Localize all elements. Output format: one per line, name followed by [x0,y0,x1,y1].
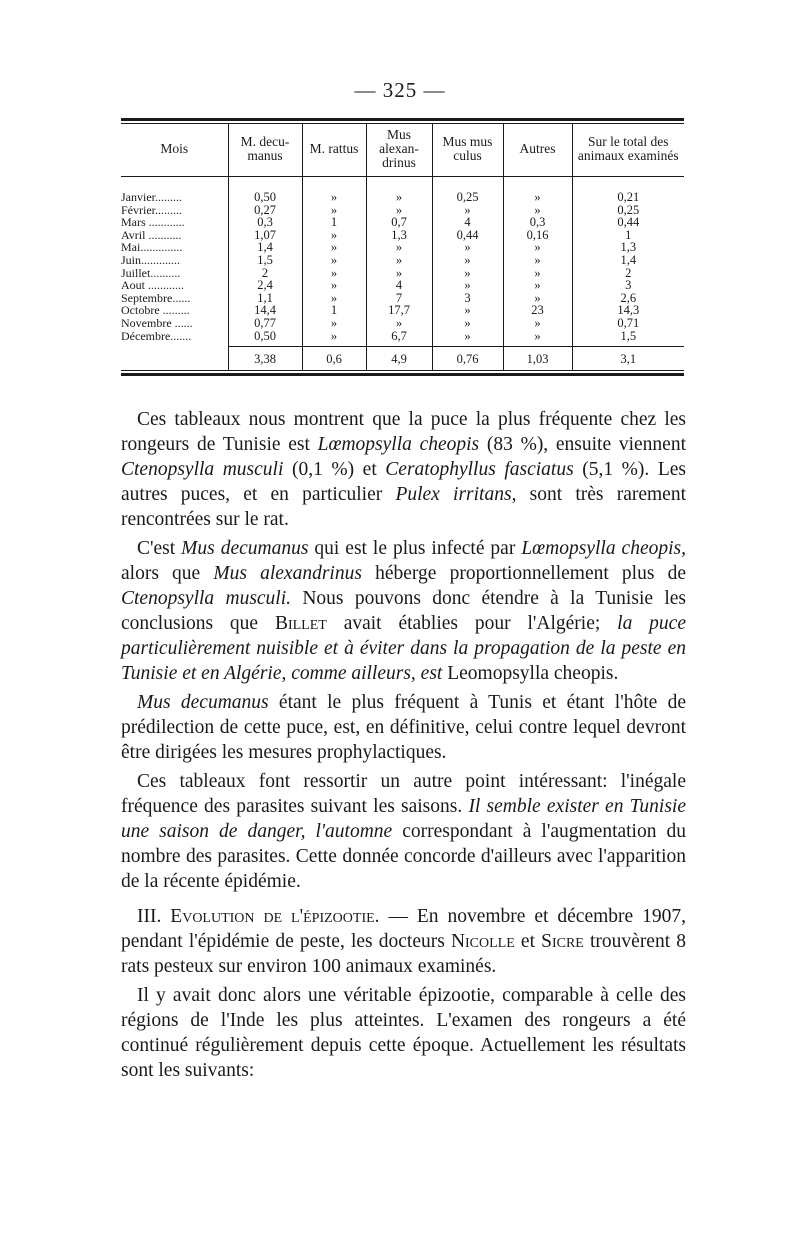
value-cell: 1,5 [228,254,302,267]
value-cell: 2,4 [228,279,302,292]
value-cell: » [432,279,503,292]
value-cell: 4 [366,279,432,292]
value-cell: » [503,191,572,204]
column-header: M. rattus [302,124,366,177]
value-cell: 0,50 [228,191,302,204]
value-cell: 1,3 [572,241,684,254]
value-cell: » [432,241,503,254]
table-total-row [121,347,684,371]
table-bottom-rule-thick [121,373,684,376]
value-cell: » [302,204,366,217]
value-cell: 0,16 [503,229,572,242]
table-row [121,267,684,280]
month-cell: Juillet.......... [121,265,181,280]
value-cell: 0,3 [228,216,302,229]
month-cell: Mars ............ [121,215,185,230]
value-cell: » [503,204,572,217]
table-row [121,330,684,347]
paragraph-flea-species: Ces tableaux nous montrent que la puce la plus fréquente chez les rongeurs de Tunisie est Lœmopsylla cheopis (83 %), ensuite viennent Ctenopsylla musculi (0,1 %) et Ceratophyllus fasciatus (5,1 %). Les autres puces, et en particulier Pulex irritans, sont très rarement rencontrées sur le rat. [121,409,687,530]
total-cell: 0,6 [302,347,366,371]
value-cell: 0,3 [503,216,572,229]
value-cell: » [302,254,366,267]
value-cell: » [366,267,432,280]
value-cell: 0,44 [432,229,503,242]
value-cell: » [366,191,432,204]
value-cell: » [302,317,366,330]
flea-frequency-table [121,118,684,376]
value-cell: 1,1 [228,292,302,305]
value-cell: » [366,317,432,330]
table-bottom-rule-thin [121,370,684,371]
table-body [121,177,684,371]
value-cell: » [302,267,366,280]
value-cell: » [503,292,572,305]
value-cell: 2,6 [572,292,684,305]
value-cell: » [366,254,432,267]
table-top-rule-thick [121,118,684,121]
table-row [121,254,684,267]
month-cell: Janvier......... [121,190,182,204]
value-cell: 17,7 [366,304,432,317]
value-cell: 0,44 [572,216,684,229]
value-cell: » [503,241,572,254]
value-cell: 2 [228,267,302,280]
value-cell: 1 [302,216,366,229]
value-cell: 1,5 [572,330,684,347]
value-cell: 7 [366,292,432,305]
page-number: — 325 — [354,78,446,102]
value-cell: 2 [572,267,684,280]
column-header: Autres [503,124,572,177]
table-spacer-row [121,177,684,192]
value-cell: 0,77 [228,317,302,330]
month-cell: Décembre....... [121,328,192,343]
value-cell: » [302,279,366,292]
table-row [121,241,684,254]
value-cell: 1,07 [228,229,302,242]
value-cell: » [366,241,432,254]
value-cell: 4 [432,216,503,229]
column-header: M. decu- manus [228,124,302,177]
paragraph-host-rodents: C'est Mus decumanus qui est le plus infecté par Lœmopsylla cheopis, alors que Mus alexandrinus héberge proportionnellement plus de Ctenopsylla musculi. Nous pouvons donc étendre à la Tunisie les conclusions que Billet avait établies pour l'Algérie; la puce particulièrement nuisible et à éviter dans la propagation de la peste en Tunisie et en Algérie, comme ailleurs, est Leomopsylla cheopis. [121,538,686,684]
value-cell: » [503,317,572,330]
value-cell: » [366,204,432,217]
table-row [121,317,684,330]
total-cell: 4,9 [366,347,432,371]
column-header: Mus alexan- drinus [366,124,432,177]
paragraph-results: Il y avait donc alors une véritable épizootie, comparable à celle des régions de l'Inde les plus atteintes. L'examen des rongeurs a été continué régulièrement depuis cette époque. Actuellement les résultats sont les suivants: [121,985,686,1081]
month-cell: Novembre ...... [121,315,193,330]
value-cell: 3 [432,292,503,305]
value-cell: 1,4 [228,241,302,254]
value-cell: 0,71 [572,317,684,330]
total-cell: 0,76 [432,347,503,371]
table-row [121,304,684,317]
value-cell: 23 [503,304,572,317]
value-cell: 14,3 [572,304,684,317]
total-cell: 3,1 [572,347,684,371]
month-cell: Septembre...... [121,290,191,305]
value-cell: » [302,241,366,254]
month-cell: Février......... [121,202,182,217]
total-cell: 1,03 [503,347,572,371]
value-cell: » [302,229,366,242]
column-header: Mus mus culus [432,124,503,177]
month-cell: Mai.............. [121,240,183,255]
value-cell: 3 [572,279,684,292]
value-cell: 14,4 [228,304,302,317]
value-cell: » [432,317,503,330]
body-text [121,407,686,1087]
value-cell: » [432,267,503,280]
value-cell: 6,7 [366,330,432,347]
value-cell: 0,25 [572,204,684,217]
paragraph-seasons: Ces tableaux font ressortir un autre point intéressant: l'inégale fréquence des parasites suivant les saisons. Il semble exister en Tunisie une saison de danger, l'automne correspondant à l'augmentation du nombre des parasites. Cette donnée concorde d'ailleurs avec l'apparition de la récente épidémie. [121,771,687,892]
value-cell: » [432,254,503,267]
month-cell: Avril ........... [121,227,182,242]
table-header-row [121,124,684,177]
value-cell: » [432,204,503,217]
value-cell: 1,3 [366,229,432,242]
value-cell: 1 [572,229,684,242]
table-row [121,279,684,292]
value-cell: 0,50 [228,330,302,347]
value-cell: 0,27 [228,204,302,217]
column-header: Mois [160,141,189,156]
column-header: Sur le total des animaux examinés [572,124,684,177]
month-cell: Aout ............ [121,278,184,293]
value-cell: » [503,279,572,292]
total-label-cell [121,347,228,371]
value-cell: » [302,191,366,204]
paragraph-epizootic-section: III. Evolution de l'épizootie. — En novembre et décembre 1907, pendant l'épidémie de peste, les docteurs Nicolle et Sicre trouvèrent 8 rats pesteux sur environ 100 animaux examinés. [121,906,687,977]
value-cell: 0,25 [432,191,503,204]
total-cell: 3,38 [228,347,302,371]
value-cell: 0,7 [366,216,432,229]
value-cell: » [302,330,366,347]
paragraph-prophylaxis: Mus decumanus étant le plus fréquent à Tunis et étant l'hôte de prédilection de cette puce, est, en définitive, celui contre lequel devront être dirigées les mesures prophylactiques. [121,692,686,763]
month-cell: Juin............. [121,252,181,267]
table-row [121,191,684,204]
value-cell: » [503,254,572,267]
value-cell: 0,21 [572,191,684,204]
value-cell: 1 [302,304,366,317]
table-row [121,216,684,229]
value-cell: 1,4 [572,254,684,267]
month-cell: Octobre ......... [121,303,190,318]
value-cell: » [503,267,572,280]
data-table [121,124,684,370]
value-cell: » [432,304,503,317]
value-cell: » [302,292,366,305]
value-cell: » [432,330,503,347]
value-cell: » [503,330,572,347]
table-row [121,229,684,242]
